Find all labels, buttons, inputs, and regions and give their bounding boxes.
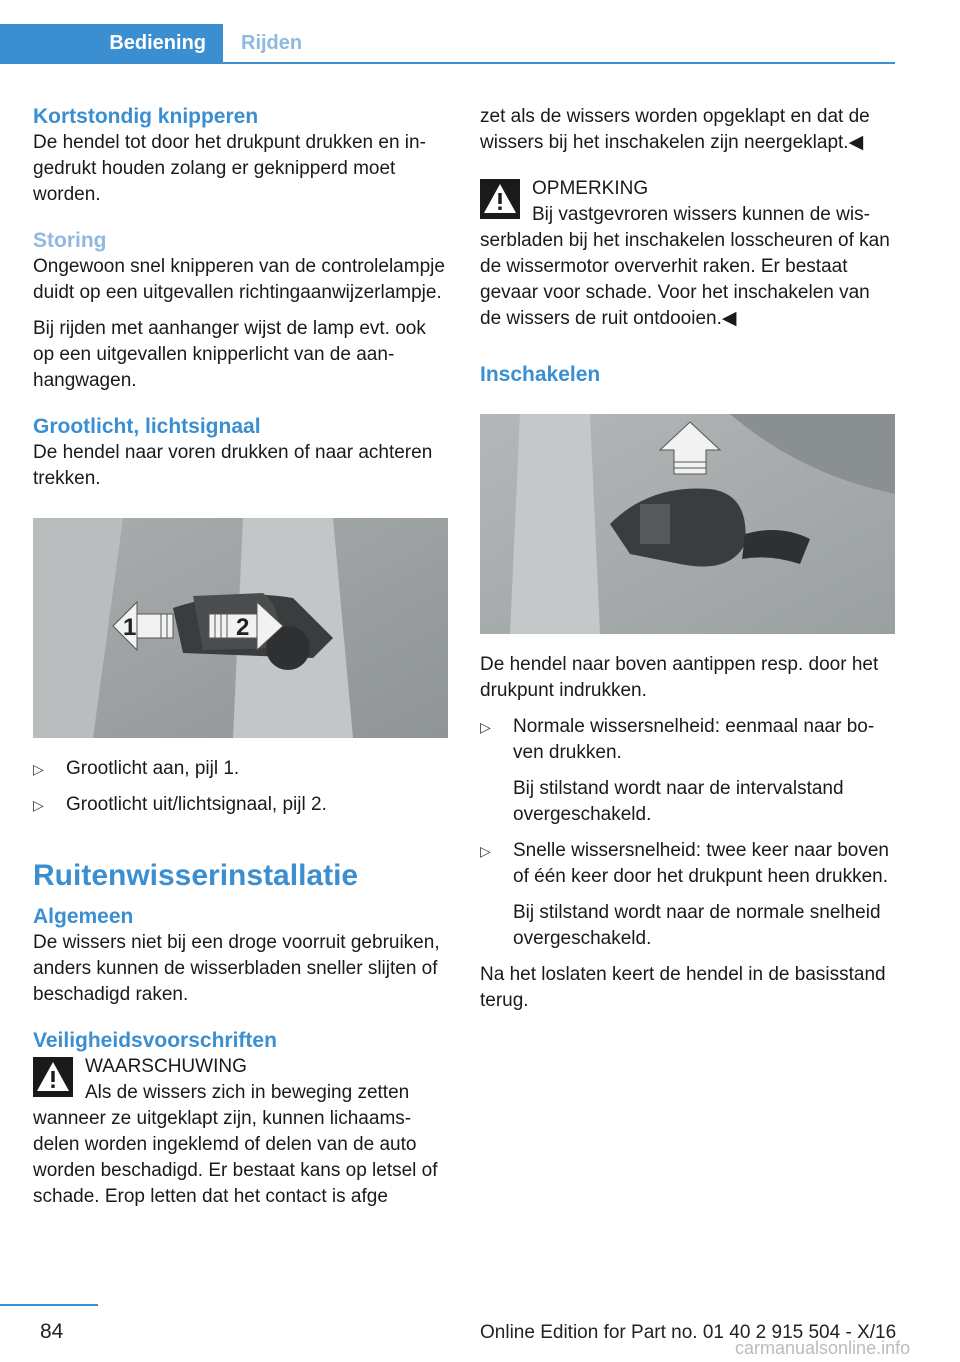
text-loslaten: Na het loslaten keert de hendel in de basisstand terug. <box>480 964 886 1011</box>
right-column <box>480 104 895 1024</box>
note-block <box>480 176 895 332</box>
text-storing-1: Ongewoon snel knipperen van de controlelampje duidt op een uitgevallen richtingaanwijzerlampje. <box>33 256 445 303</box>
heading-ruitenwisser: Ruitenwisserinstallatie <box>33 859 359 892</box>
list-wissers <box>480 714 895 766</box>
figure-wiper-lever <box>480 414 895 634</box>
figure-label-2: 2 <box>236 614 250 641</box>
heading-kortstondig: Kortstondig knipperen <box>33 105 259 128</box>
figure-label-1: 1 <box>123 614 137 641</box>
page-number: 84 <box>40 1320 64 1343</box>
bullet-triangle-icon: ▷ <box>480 719 491 735</box>
heading-storing: Storing <box>33 229 107 252</box>
list-grootlicht <box>33 756 448 818</box>
list-item: ▷ Snelle wissersnelheid: twee keer naar boven of één keer door het drukpunt heen drukken. <box>480 840 889 887</box>
heading-veiligheid: Veiligheidsvoorschriften <box>33 1029 277 1052</box>
warning-label: WAARSCHUWING <box>85 1056 247 1077</box>
note-label: OPMERKING <box>532 178 649 199</box>
bullet-triangle-icon: ▷ <box>33 797 44 813</box>
tab-bediening[interactable]: Bediening <box>0 24 223 62</box>
heading-algemeen: Algemeen <box>33 905 134 928</box>
watermark: carmanualsonline.info <box>735 1338 911 1358</box>
footer-divider <box>0 1304 98 1306</box>
sub-text: Bij stilstand wordt naar de normale snelheid overgeschakeld. <box>513 902 881 949</box>
sub-text: Bij stilstand wordt naar de intervalstand overgeschakeld. <box>513 778 844 825</box>
bullet-triangle-icon: ▷ <box>33 761 44 777</box>
warning-triangle-icon <box>33 1057 73 1097</box>
list-item: ▷ Grootlicht uit/lichtsignaal, pijl 2. <box>33 792 448 818</box>
text-inschakelen: De hendel naar boven aantippen resp. door het drukpunt indrukken. <box>480 654 879 701</box>
list-item: ▷ Normale wissersnelheid: eenmaal naar boven drukken. <box>480 716 875 763</box>
warning-text: Als de wissers zich in beweging zetten wanneer ze uitgeklapt zijn, kunnen lichaamsdelen worden ingeklemd of delen van de auto worden beschadigd. Er bestaat kans op letsel of schade. Erop letten dat het contact is afge <box>33 1082 438 1207</box>
note-text: Bij vastgevroren wissers kunnen de wisserbladen bij het inschakelen losscheuren of kan de wissermotor oververhit raken. Er bestaat gevaar voor schade. Voor het inschakelen van de wissers de ruit ontdooien.◀ <box>480 204 890 329</box>
text-grootlicht: De hendel naar voren drukken of naar achteren trekken. <box>33 442 433 489</box>
warning-block <box>33 1054 448 1210</box>
heading-inschakelen: Inschakelen <box>480 363 601 386</box>
text-continuation: zet als de wissers worden opgeklapt en dat de wissers bij het inschakelen zijn neergeklapt.◀ <box>480 106 870 153</box>
edition-text: Online Edition for Part no. 01 40 2 915 504 - X/16 <box>480 1322 897 1343</box>
header-tabs <box>0 24 895 64</box>
bullet-triangle-icon: ▷ <box>480 843 491 859</box>
text-kortstondig: De hendel tot door het drukpunt drukken en ingedrukt houden zolang er geknipperd moet worden. <box>33 132 426 205</box>
text-storing-2: Bij rijden met aanhanger wijst de lamp evt. ook op een uitgevallen knipperlicht van de aanhangwagen. <box>33 318 426 391</box>
list-item: ▷ Grootlicht aan, pijl 1. <box>33 756 448 782</box>
left-column <box>33 104 448 1220</box>
warning-triangle-icon <box>480 179 520 219</box>
list-wissers-2 <box>480 838 895 890</box>
tab-rijden[interactable]: Rijden <box>241 32 303 54</box>
figure-high-beam-lever <box>33 518 448 738</box>
heading-grootlicht: Grootlicht, lichtsignaal <box>33 415 261 438</box>
text-algemeen: De wissers niet bij een droge voorruit gebruiken, anders kunnen de wisserbladen sneller slijten of beschadigd raken. <box>33 932 440 1005</box>
